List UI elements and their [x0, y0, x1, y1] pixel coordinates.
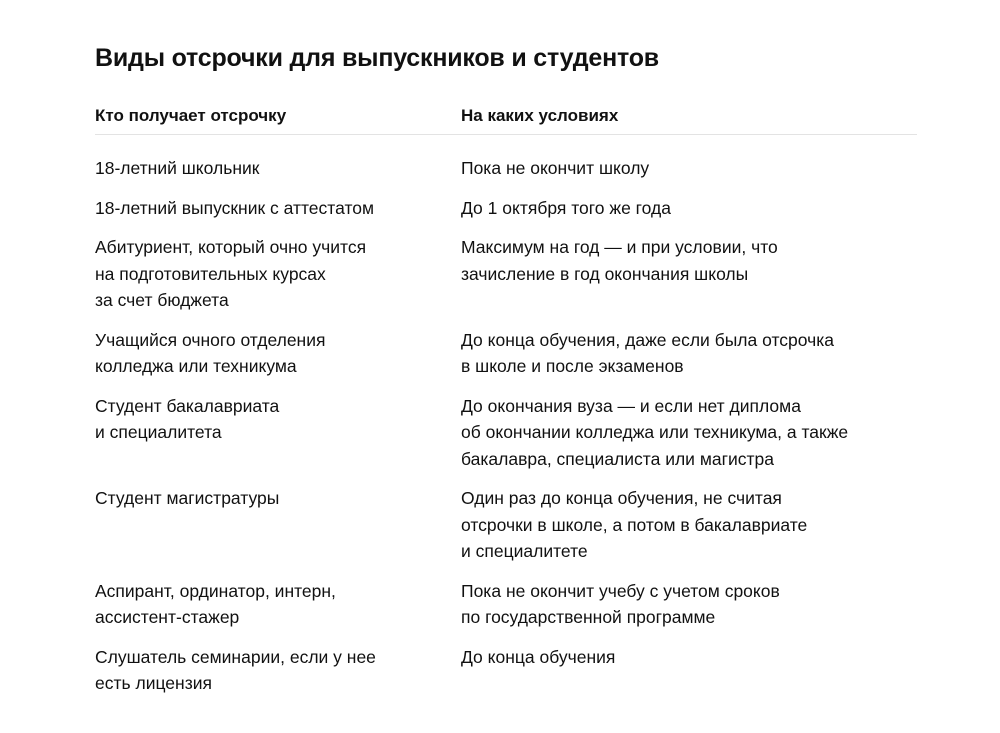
cell-conditions: Максимум на год — и при условии, что зачисление в год окончания школы — [461, 237, 778, 284]
table-row — [95, 155, 917, 182]
cell-who: Студент магистратуры — [95, 488, 280, 508]
table-row — [95, 578, 917, 631]
cell-conditions: До конца обучения, даже если была отсрочка в школе и после экзаменов — [461, 329, 834, 376]
table-row — [95, 195, 917, 222]
cell-who: Учащийся очного отделения колледжа или техникума — [95, 329, 326, 376]
cell-who: Аспирант, ординатор, интерн, ассистент-стажер — [95, 580, 336, 627]
cell-conditions: До окончания вуза — и если нет диплома об окончании колледжа или техникума, а также бакалавра, специалиста или магистра — [461, 395, 849, 469]
table-row — [95, 485, 917, 565]
cell-conditions: Один раз до конца обучения, не считая отсрочки в школе, а потом в бакалавриате и специалитете — [461, 488, 808, 561]
cell-who: 18-летний школьник — [95, 158, 260, 178]
table-row — [95, 327, 917, 380]
header-who: Кто получает отсрочку — [95, 106, 287, 125]
table-body — [95, 135, 917, 697]
header-conditions: На каких условиях — [461, 106, 619, 125]
deferral-table — [95, 104, 917, 710]
cell-who: Студент бакалавриата и специалитета — [95, 395, 280, 442]
page-title: Виды отсрочки для выпускников и студентов — [95, 44, 659, 72]
cell-conditions: Пока не окончит школу — [461, 158, 650, 178]
table-row — [95, 234, 917, 314]
cell-conditions: До 1 октября того же года — [461, 197, 671, 218]
cell-conditions: Пока не окончит учебу с учетом сроков по государственной программе — [461, 580, 780, 627]
table-header — [95, 104, 917, 135]
table-row — [95, 393, 917, 473]
cell-conditions: До конца обучения — [461, 646, 616, 667]
cell-who: Абитуриент, который очно учится на подготовительных курсах за счет бюджета — [95, 237, 367, 310]
cell-who: Слушатель семинарии, если у нее есть лицензия — [95, 646, 376, 693]
cell-who: 18-летний выпускник с аттестатом — [95, 197, 375, 218]
table-row — [95, 644, 917, 697]
